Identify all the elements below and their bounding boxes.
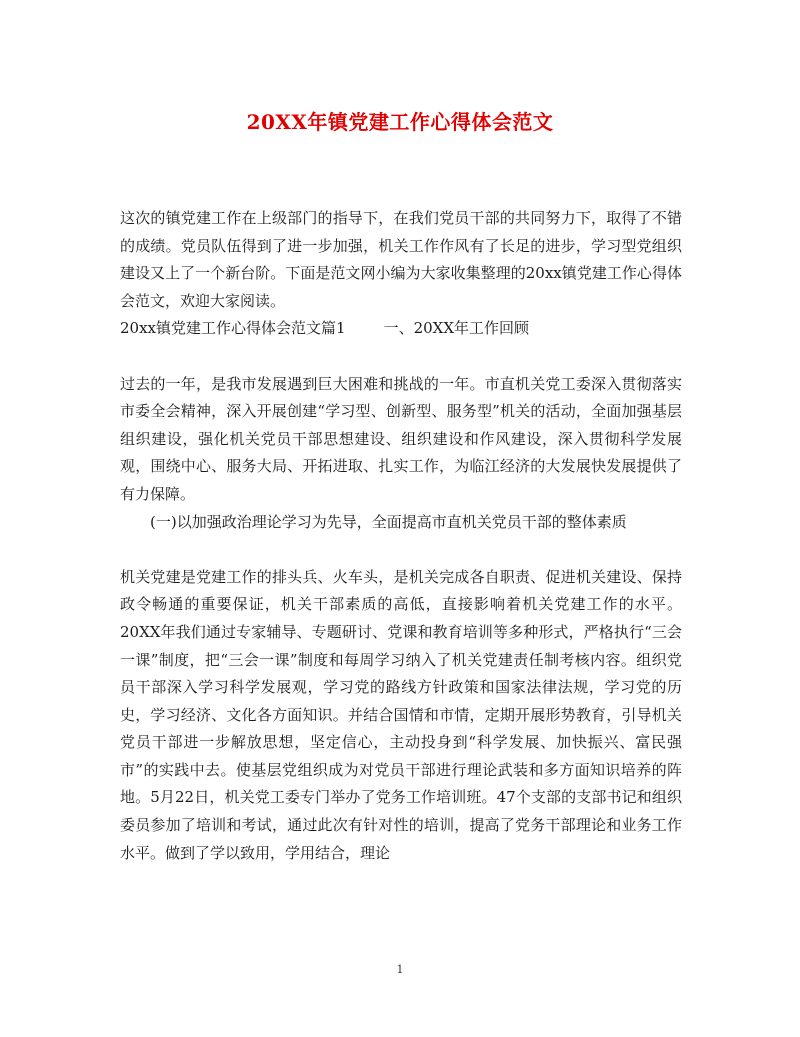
document-title: 20XX年镇党建工作心得体会范文 [246,110,554,134]
subheading-article-title: 20xx镇党建工作心得体会范文篇1 [120,319,346,338]
section-one-heading: (一)以加强政治理论学习为先导，全面提高市直机关党员干部的整体素质 [150,512,627,531]
section-one-paragraph: 机关党建是党建工作的排头兵、火车头，是机关完成各自职责、促进机关建设、保持政令畅通的重要保证，机关干部素质的高低，直接影响着机关党建工作的水平。20XX年我们通过专家辅导、专题研讨、党课和教育培训等多种形式，严格执行“三会一课”制度，把“三会一课”制度和每周学习纳入了机关党建责任制考核内容。组织党员干部深入学习科学发展观，学习党的路线方针政策和国家法律法规，学习党的历史，学习经济、文化各方面知识。并结合国情和市情，定期开展形势教育，引导机关党员干部进一步解放思想，坚定信心，主动投身到“科学发展、加快振兴、富民强市”的实践中去。使基层党组织成为对党员干部进行理论武装和多方面知识培养的阵地。5月22日，机关党工委专门举办了党务工作培训班。47个支部的支部书记和组织委员参加了培训和考试，通过此次有针对性的培训，提高了党务干部理论和业务工作水平。做到了学以致用，学用结合，理论 [120,567,682,862]
page-number: 1 [396,963,404,976]
review-paragraph: 过去的一年，是我市发展遇到巨大困难和挑战的一年。市直机关党工委深入贯彻落实市委全会精神，深入开展创建“学习型、创新型、服务型”机关的活动，全面加强基层组织建设，强化机关党员干部思想建设、组织建设和作风建设，深入贯彻科学发展观，围绕中心、服务大局、开拓进取、扎实工作，为临江经济的大发展快发展提供了有力保障。 [120,374,682,503]
blank-line [120,343,682,371]
intro-paragraph: 这次的镇党建工作在上级部门的指导下，在我们党员干部的共同努力下，取得了不错的成绩。党员队伍得到了进一步加强，机关工作作风有了长足的进步，学习型党组织建设又上了一个新台阶。下面是范文网小编为大家收集整理的20xx镇党建工作心得体会范文，欢迎大家阅读。 [120,209,682,310]
subheading-section-title: 一、20XX年工作回顾 [383,319,530,338]
blank-line [120,536,682,564]
document-body [120,205,682,867]
subheading-line [120,315,682,343]
